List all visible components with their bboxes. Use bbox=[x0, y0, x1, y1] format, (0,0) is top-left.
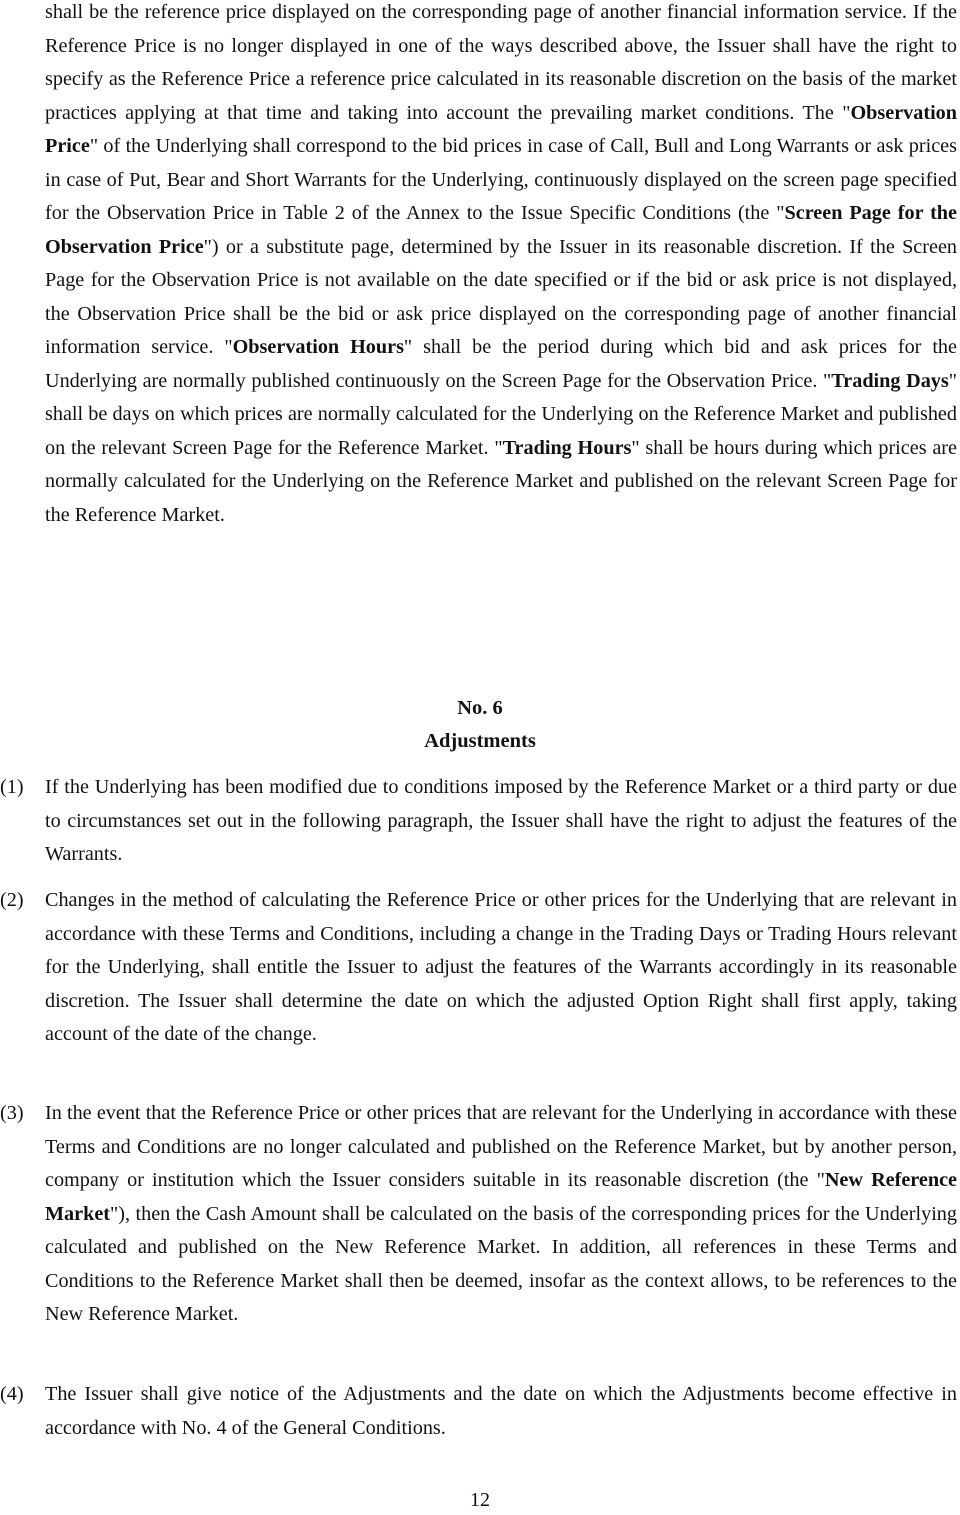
term-new-reference-market: New Reference Market bbox=[45, 1169, 957, 1225]
term-trading-days: Trading Days bbox=[831, 369, 949, 392]
intro-text-1: shall be the reference price displayed on the corresponding page of another financial information service. If the Reference Price is no longer displayed in one of the ways described above, the Issuer shall have the right to specify as the Reference Price a reference price calculated in its reasonable discretion on the basis of the market practices applying at that time and taking into account the prevailing market conditions. The " bbox=[45, 1, 957, 124]
intro-text-5: " shall be days on which prices are normally calculated for the Underlying on the Reference Market and published on the relevant Screen Page for the Reference Market. " bbox=[45, 369, 957, 459]
term-observation-hours: Observation Hours bbox=[232, 336, 404, 358]
intro-text-4: " shall be the period during which bid and ask prices for the Underlying are normally published continuously on the Screen Page for the Observation Price. " bbox=[45, 336, 957, 392]
item-text: Changes in the method of calculating the Reference Price or other prices for the Underlying that are relevant in accordance with these Terms and Conditions, including a change in the Trading Days or Trading Hours relevant for the Underlying, shall entitle the Issuer to adjust the features of the Warrants accordingly in its reasonable discretion. The Issuer shall determine the date on which the adjusted Option Right shall first apply, taking account of the date of the change. bbox=[45, 889, 957, 1045]
section-title: Adjustments bbox=[424, 730, 536, 752]
intro-paragraph bbox=[45, 0, 957, 532]
item-text: The Issuer shall give notice of the Adjustments and the date on which the Adjustments become effective in accordance with No. 4 of the General Conditions. bbox=[45, 1383, 957, 1439]
term-trading-hours: Trading Hours bbox=[502, 436, 632, 459]
page-number: 12 bbox=[470, 1489, 490, 1511]
item-text bbox=[45, 1097, 957, 1332]
item-number: (4) bbox=[0, 1383, 24, 1405]
intro-text-6: " shall be hours during which prices are normally calculated for the Underlying on the Reference Market and published on the relevant Screen Page for the Reference Market. bbox=[45, 436, 957, 526]
item-text: If the Underlying has been modified due to conditions imposed by the Reference Market or a third party or due to circumstances set out in the following paragraph, the Issuer shall have the right to adjust the features of the Warrants. bbox=[45, 776, 957, 865]
item-number: (3) bbox=[0, 1102, 24, 1124]
term-screen-page-observation-price: Screen Page for the Observation Price bbox=[45, 202, 957, 258]
item-3-text-2: "), then the Cash Amount shall be calculated on the basis of the corresponding prices for the Underlying calculated and published on the New Reference Market. In addition, all references in these Terms and Conditions to the Reference Market shall then be deemed, insofar as the context allows, to be references to the New Reference Market. bbox=[45, 1202, 957, 1325]
intro-text-2: " of the Underlying shall correspond to the bid prices in case of Call, Bull and Long Warrants or ask prices in case of Put, Bear and Short Warrants for the Underlying, continuously displayed on the screen page specified for the Observation Price in Table 2 of the Annex to the Issue Specific Conditions (the " bbox=[45, 135, 957, 224]
item-number: (2) bbox=[0, 889, 24, 911]
intro-text-3: ") or a substitute page, determined by the Issuer in its reasonable discretion. If the Screen Page for the Observation Price is not available on the date specified or if the bid or ask price is not displayed, the Observation Price shall be the bid or ask price displayed on the corresponding page of another financial information service. " bbox=[45, 235, 958, 358]
term-observation-price: Observation Price bbox=[45, 101, 957, 157]
item-3-text-1: In the event that the Reference Price or other prices that are relevant for the Underlying in accordance with these Terms and Conditions are no longer calculated and published on the Reference Market, but by another person, company or institution which the Issuer considers suitable in its reasonable discretion (the " bbox=[45, 1102, 957, 1191]
item-number: (1) bbox=[0, 776, 24, 798]
section-number: No. 6 bbox=[457, 697, 503, 719]
